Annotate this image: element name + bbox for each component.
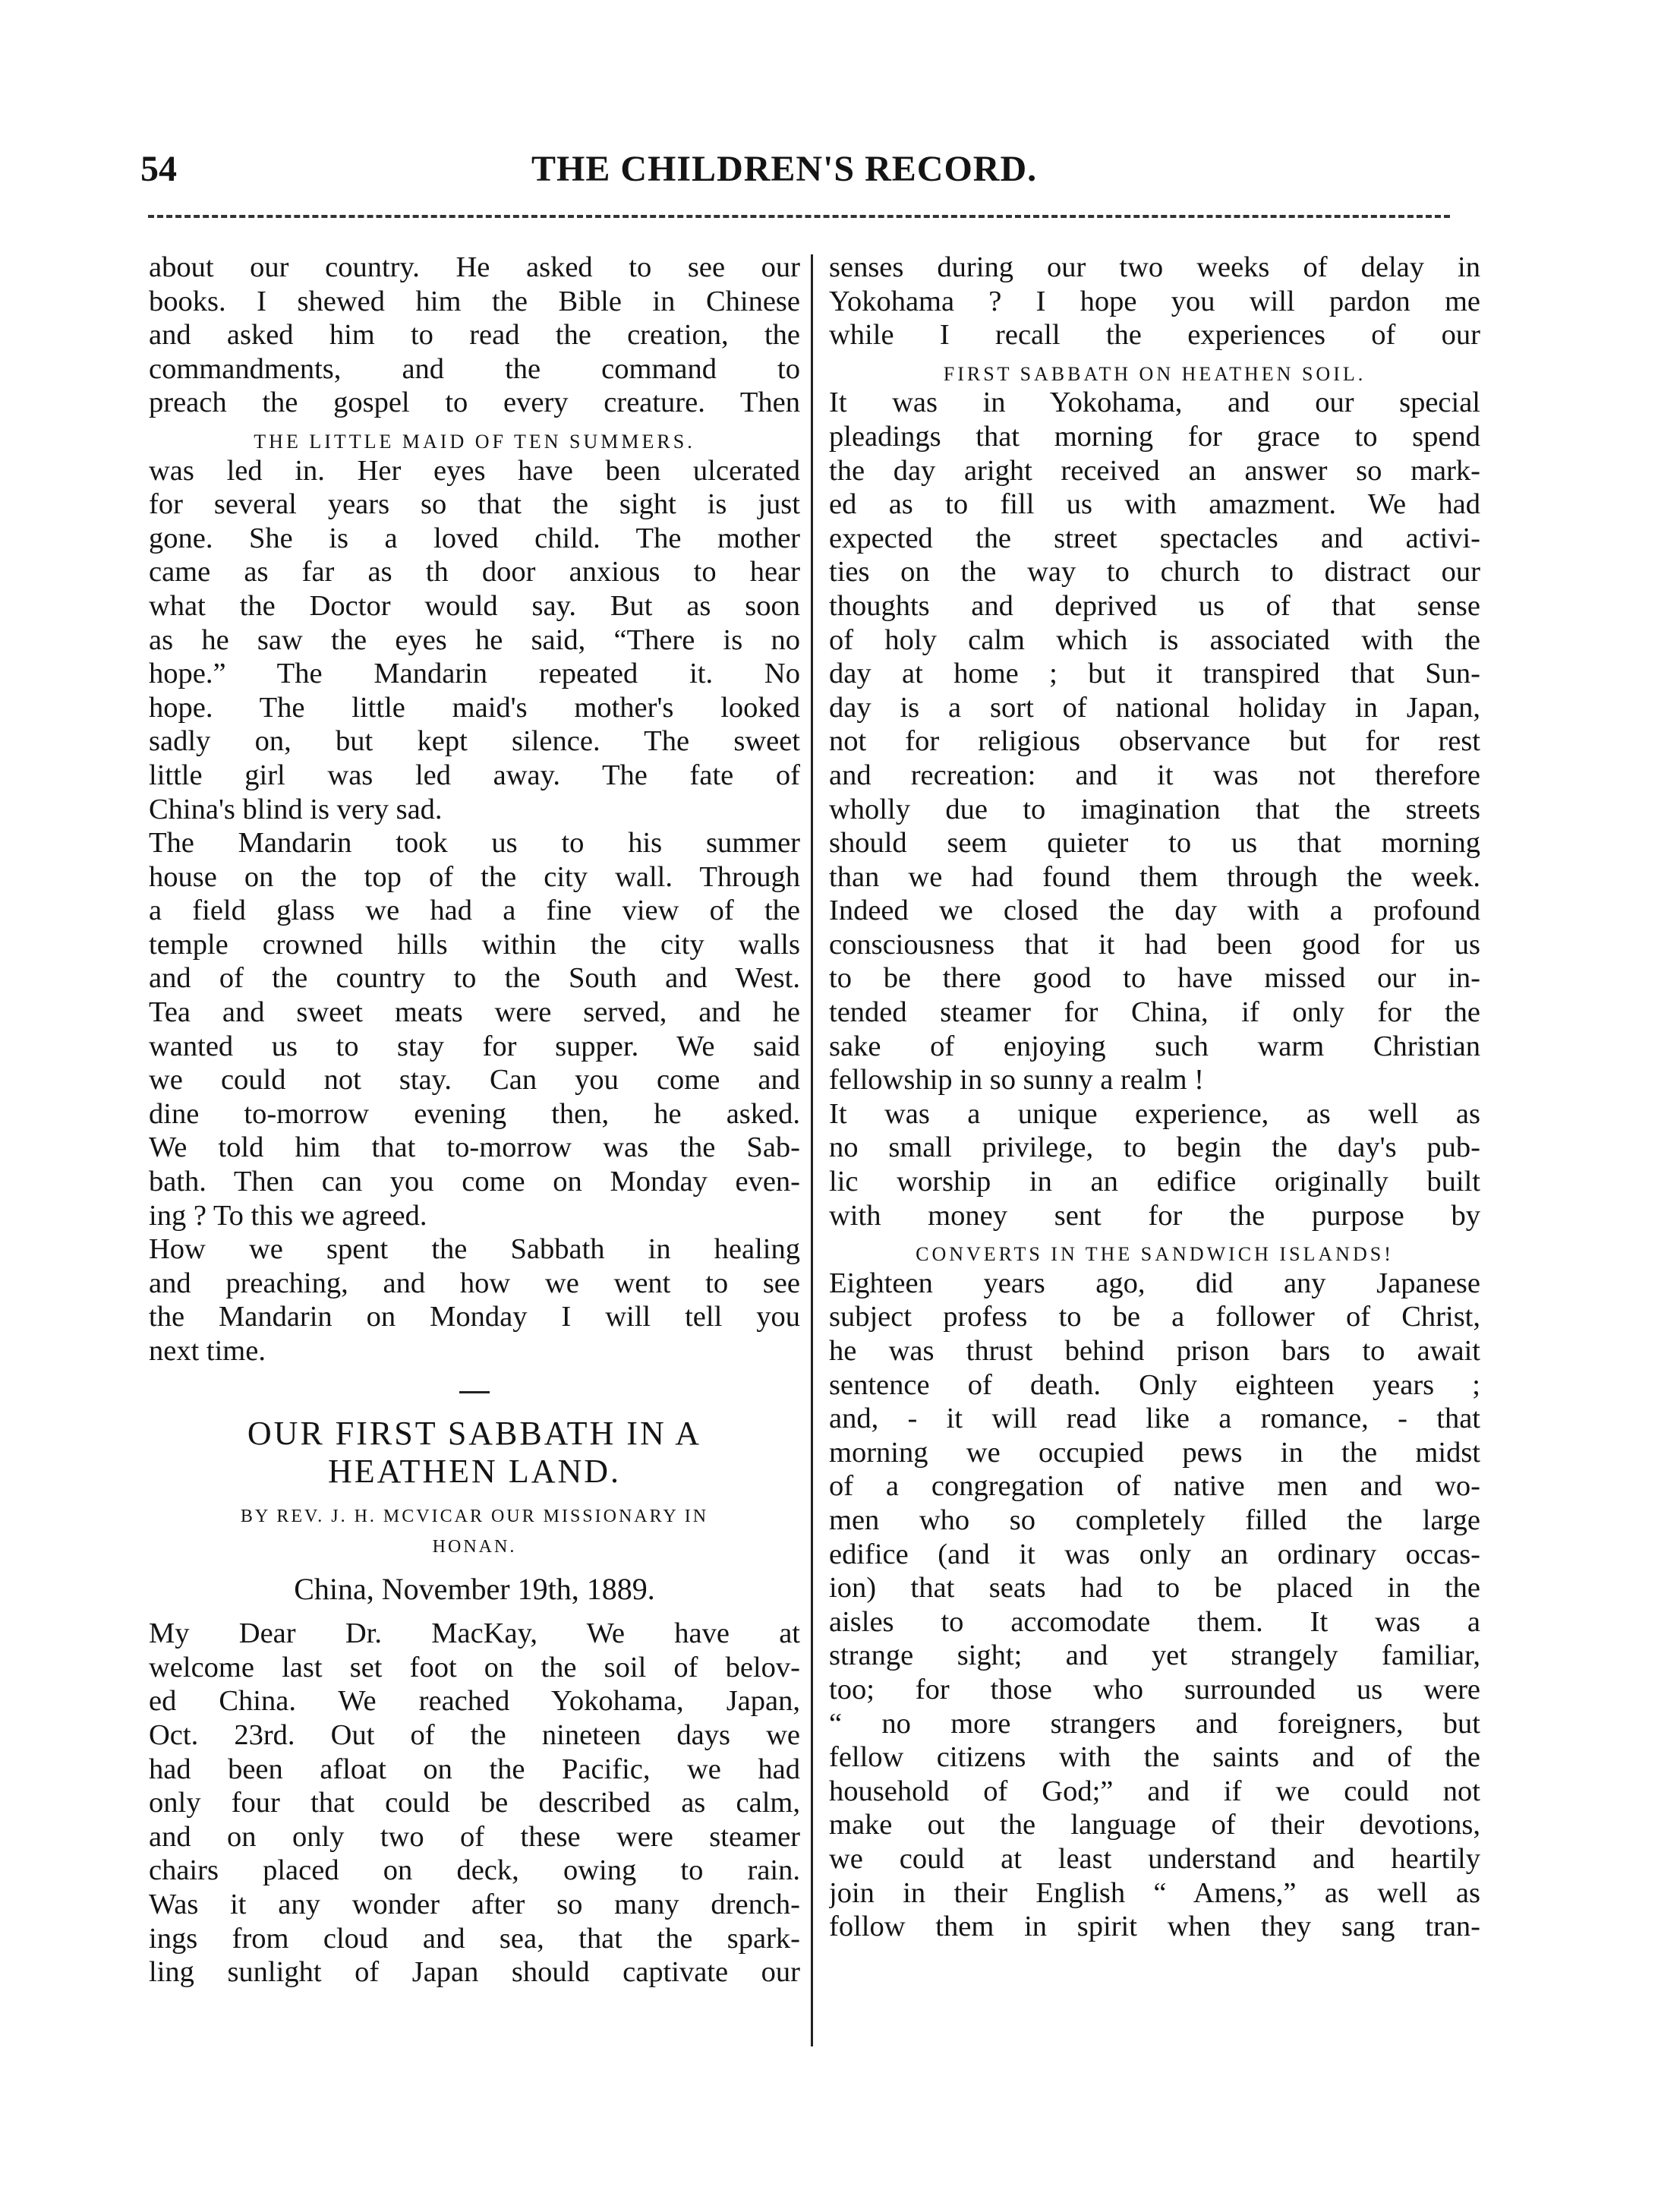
text-line: as he saw the eyes he said, “There is no [149,623,800,656]
header-rule [148,215,1450,218]
paragraph [149,1617,800,1990]
text-line: How we spent the Sabbath in healing [149,1233,800,1266]
text-line: tended steamer for China, if only for the [829,996,1480,1029]
text-line: make out the language of their devotions, [829,1809,1480,1841]
text-line: was led in. Her eyes have been ulcerated [149,454,800,487]
text-line: and of the country to the South and West. [149,962,800,995]
text-line: Indeed we closed the day with a profound [829,895,1480,927]
column-divider [811,254,813,2046]
text-line: chairs placed on deck, owing to rain. [149,1854,800,1887]
text-line: sentence of death. Only eighteen years ; [829,1368,1480,1401]
text-line: while I recall the experiences of our [829,319,1480,352]
text-line: ling sunlight of Japan should captivate our [149,1956,800,1989]
text-line: the Mandarin on Monday I will tell you [149,1301,800,1333]
page-number: 54 [140,149,177,189]
paragraph [829,1097,1480,1232]
left-column [149,251,800,1990]
text-line: hope.” The Mandarin repeated it. No [149,658,800,690]
text-line: ings from cloud and sea, that the spark- [149,1922,800,1955]
text-line: welcome last set foot on the soil of belov- [149,1651,800,1683]
text-line: temple crowned hills within the city walls [149,928,800,961]
text-line: house on the top of the city wall. Through [149,860,800,893]
text-line: what the Doctor would say. But as soon [149,589,800,622]
text-line: about our country. He asked to see our [149,251,800,283]
text-line: we could not stay. Can you come and [149,1064,800,1097]
text-line: and on only two of these were steamer [149,1820,800,1853]
byline-line: HONAN. [432,1536,517,1557]
text-line: a field glass we had a fine view of the [149,895,800,927]
byline-line: BY REV. J. H. MCVICAR OUR MISSIONARY IN [240,1506,709,1526]
paragraph [149,454,800,827]
text-line: fellow citizens with the saints and of the [829,1741,1480,1774]
text-line: for several years so that the sight is just [149,488,800,521]
text-line: we could at least understand and heartily [829,1842,1480,1875]
article-title [149,1415,800,1491]
text-line: Eighteen years ago, did any Japanese [829,1267,1480,1299]
running-head: THE CHILDREN'S RECORD. [531,149,1038,189]
text-line: We told him that to-morrow was the Sab- [149,1131,800,1164]
text-line: lic worship in an edifice originally built [829,1166,1480,1198]
text-line: sadly on, but kept silence. The sweet [149,725,800,758]
paragraph [829,1267,1480,1944]
paragraph [149,826,800,1232]
text-line: only four that could be described as calm, [149,1787,800,1819]
text-line: the day aright received an answer so mark- [829,454,1480,487]
text-line: hope. The little maid's mother's looked [149,691,800,724]
text-line: day is a sort of national holiday in Japan, [829,691,1480,724]
text-line: too; for those who surrounded us were [829,1673,1480,1706]
text-line: consciousness that it had been good for us [829,928,1480,961]
article-title-line: OUR FIRST SABBATH IN A [247,1414,702,1452]
text-line: household of God;” and if we could not [829,1775,1480,1807]
text-line: morning we occupied pews in the midst [829,1436,1480,1469]
text-line: It was a unique experience, as well as [829,1097,1480,1130]
section-divider [459,1391,490,1393]
text-line: Oct. 23rd. Out of the nineteen days we [149,1718,800,1751]
text-line: had been afloat on the Pacific, we had [149,1753,800,1785]
text-line: bath. Then can you come on Monday even- [149,1166,800,1198]
text-line: aisles to accomodate them. It was a [829,1605,1480,1638]
text-line: ing ? To this we agreed. [149,1199,427,1232]
text-line: join in their English “ Amens,” as well as [829,1876,1480,1909]
text-line: thoughts and deprived us of that sense [829,589,1480,622]
text-line: next time. [149,1335,266,1367]
text-line: Was it any wonder after so many drench- [149,1888,800,1920]
text-line: dine to-morrow evening then, he asked. [149,1097,800,1130]
text-line: preach the gospel to every creature. Then [149,387,800,419]
section-subhead: FIRST SABBATH ON HEATHEN SOIL. [943,362,1366,385]
text-line: pleadings that morning for grace to spend [829,420,1480,453]
text-line: and recreation: and it was not therefore [829,759,1480,791]
text-line: to be there good to have missed our in- [829,962,1480,995]
text-line: Yokohama ? I hope you will pardon me [829,285,1480,317]
text-line: expected the street spectacles and activi- [829,522,1480,554]
text-line: he was thrust behind prison bars to await [829,1335,1480,1367]
section-subhead: THE LITTLE MAID OF TEN SUMMERS. [254,430,695,453]
paragraph [149,1232,800,1368]
text-line: ed as to fill us with amazment. We had [829,488,1480,521]
text-line: “ no more strangers and foreigners, but [829,1707,1480,1740]
text-line: ties on the way to church to distract our [829,556,1480,588]
text-line: The Mandarin took us to his summer [149,827,800,860]
text-line: sake of enjoying such warm Christian [829,1030,1480,1062]
byline [149,1501,800,1562]
text-line: It was in Yokohama, and our special [829,387,1480,419]
text-line: wholly due to imagination that the streets [829,793,1480,825]
text-line: men who so completely filled the large [829,1504,1480,1536]
text-line: ed China. We reached Yokohama, Japan, [149,1685,800,1718]
text-line: and asked him to read the creation, the [149,319,800,352]
text-line: little girl was led away. The fate of [149,759,800,791]
text-line: and preaching, and how we went to see [149,1267,800,1299]
text-line: strange sight; and yet strangely familiar, [829,1639,1480,1672]
text-line: fellowship in so sunny a realm ! [829,1064,1204,1097]
text-line: My Dear Dr. MacKay, We have at [149,1617,800,1650]
text-line: and, - it will read like a romance, - that [829,1403,1480,1435]
text-line: not for religious observance but for rest [829,725,1480,758]
text-line: than we had found them through the week. [829,860,1480,893]
right-column [829,251,1480,1944]
text-line: subject profess to be a follower of Christ, [829,1301,1480,1333]
text-line: came as far as th door anxious to hear [149,556,800,588]
text-line: with money sent for the purpose by [829,1199,1480,1232]
text-line: commandments, and the command to [149,352,800,385]
section-subhead: CONVERTS IN THE SANDWICH ISLANDS! [916,1243,1394,1266]
paragraph [149,251,800,420]
text-line: gone. She is a loved child. The mother [149,522,800,554]
text-line: senses during our two weeks of delay in [829,251,1480,283]
text-line: ion) that seats had to be placed in the [829,1572,1480,1605]
text-line: of a congregation of native men and wo- [829,1470,1480,1503]
text-line: edifice (and it was only an ordinary occas- [829,1538,1480,1570]
text-line: no small privilege, to begin the day's pub- [829,1131,1480,1164]
paragraph [829,386,1480,1097]
text-line: wanted us to stay for supper. We said [149,1030,800,1062]
text-line: books. I shewed him the Bible in Chinese [149,285,800,317]
text-line: day at home ; but it transpired that Sun- [829,658,1480,690]
text-line: Tea and sweet meats were served, and he [149,996,800,1029]
text-line: follow them in spirit when they sang tran- [829,1911,1480,1943]
text-line: China's blind is very sad. [149,793,443,825]
article-title-line: HEATHEN LAND. [327,1452,622,1490]
dateline: China, November 19th, 1889. [294,1571,655,1606]
text-line: of holy calm which is associated with the [829,623,1480,656]
paragraph [829,251,1480,352]
text-line: should seem quieter to us that morning [829,827,1480,860]
